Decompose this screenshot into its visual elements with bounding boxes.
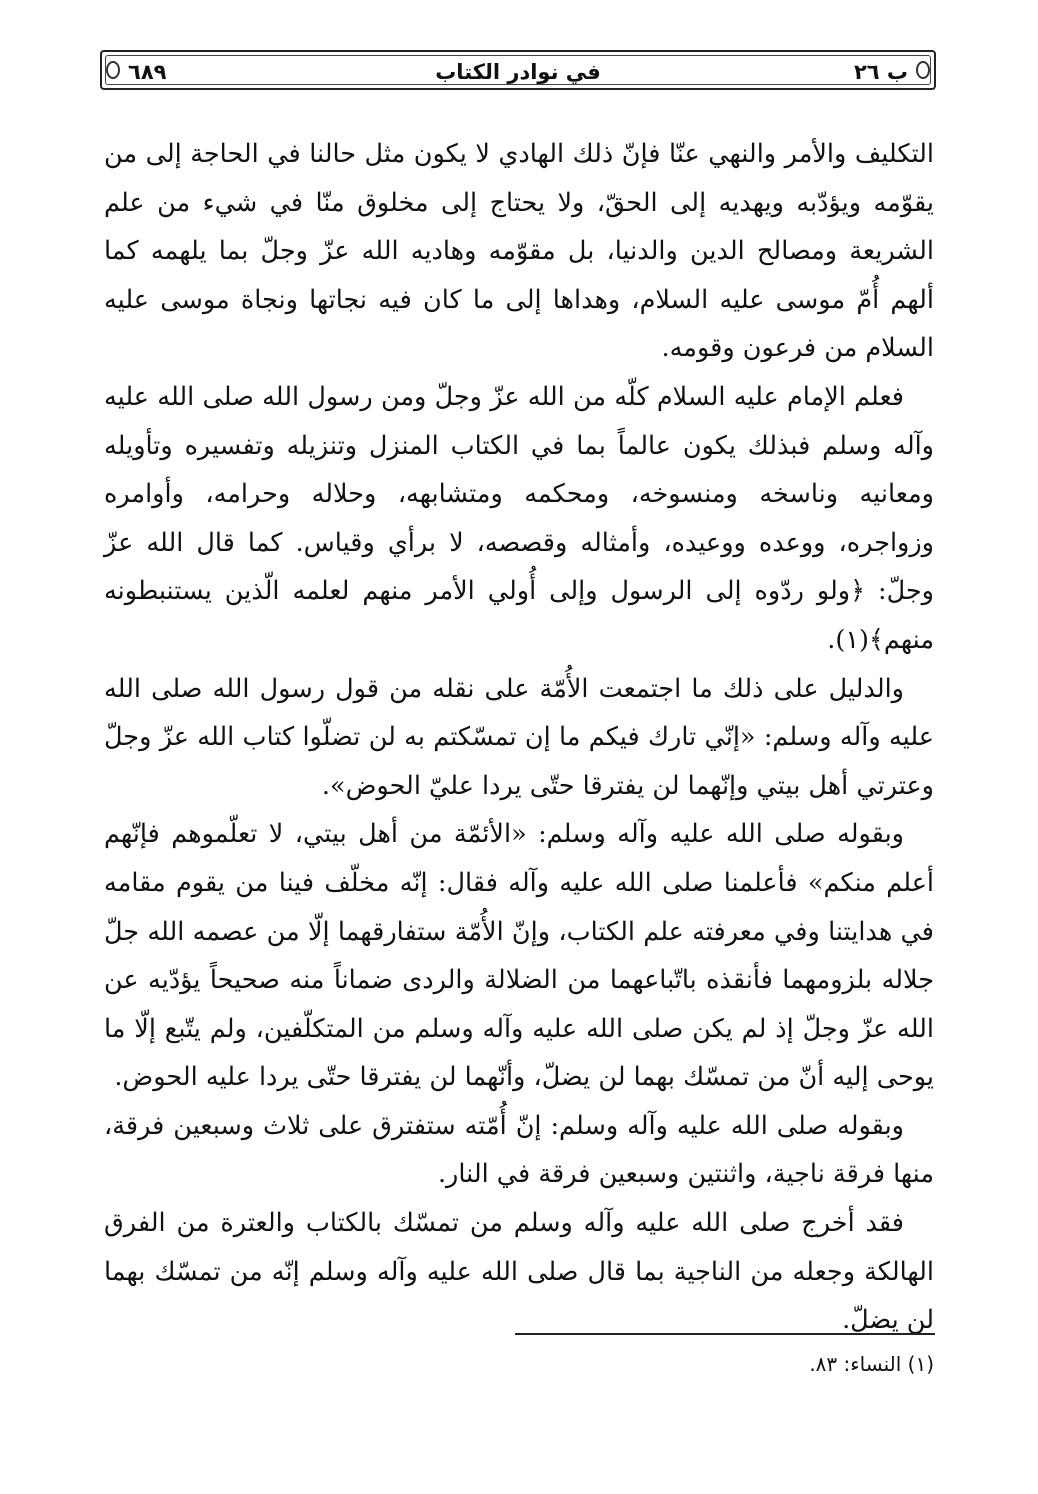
running-header [100, 50, 936, 90]
footnote: (١) النساء: ٨٣. [809, 1352, 934, 1376]
paragraph-4: وبقوله صلى الله عليه وآله وسلم: «الأئمّة من أهل بيتي، لا تعلّموهم فإنّهم أعلم منكم» فأعلمنا صلى الله عليه وآله فقال: إنّه مخلّف فينا من يقوم مقامه في هدايتنا وفي معرفته علم الكتاب، وإنّ الأُمّة ستفارقهما إلّا من عصمه الله جلّ جلاله بلزومهما فأنقذه باتّباعهما من الضلالة والردى ضماناً منه صحيحاً يؤدّيه عن الله عزّ وجلّ إذ لم يكن صلى الله عليه وآله وسلم من المتكلّفين، ولم يتّبع إلّا ما يوحى إليه أنّ من تمسّك بهما لن يضلّ، وأنّهما لن يفترقا حتّى يردا عليه الحوض. [104, 819, 934, 1093]
paragraph-3: والدليل على ذلك ما اجتمعت الأُمّة على نقله من قول رسول الله صلى الله عليه وآله وسلم: «إنّي تارك فيكم ما إن تمسّكتم به لن تضلّوا كتاب الله عزّ وجلّ وعترتي أهل بيتي وإنّهما لن يفترقا حتّى يردا عليّ الحوض». [104, 673, 934, 801]
paragraph-2: فعلم الإمام عليه السلام كلّه من الله عزّ وجلّ ومن رسول الله صلى الله عليه وآله وسلم فبذلك يكون عالماً بما في الكتاب المنزل وتنزيله وتفسيره وتأويله ومعانيه وناسخه ومنسوخه، ومحكمه ومتشابهه، وحلاله وحرامه، وأوامره وزواجره، ووعده ووعيده، وأمثاله وقصصه، لا برأي وقياس. كما قال الله عزّ وجلّ: ﴿ولو ردّوه إلى الرسول وإلى أُولي الأمر منهم لعلمه الّذين يستنبطونه منهم﴾(١). [104, 381, 934, 655]
book-title: في نوادر الكتاب [435, 60, 601, 84]
footnote-divider [515, 1333, 935, 1335]
chapter-label: ب ٢٦ [853, 60, 908, 84]
main-text [104, 130, 934, 1345]
ornament-right-icon [916, 61, 930, 79]
paragraph-1: التكليف والأمر والنهي عنّا فإنّ ذلك الهادي لا يكون مثل حالنا في الحاجة إلى من يقوّمه ويؤدّبه ويهديه إلى الحقّ، ولا يحتاج إلى مخلوق منّا في شيء من علم الشريعة ومصالح الدين والدنيا، بل مقوّمه وهاديه الله عزّ وجلّ بما يلهمه كما ألهم أُمّ موسى عليه السلام، وهداها إلى ما كان فيه نجاتها ونجاة موسى عليه السلام من فرعون وقومه. [104, 139, 934, 364]
paragraph-6: فقد أخرج صلى الله عليه وآله وسلم من تمسّك بالكتاب والعترة من الفرق الهالكة وجعله من الناجية بما قال صلى الله عليه وآله وسلم إنّه من تمسّك بهما لن يضلّ. [104, 1208, 934, 1336]
page-number: ٦٨٩ [128, 60, 167, 84]
paragraph-5: وبقوله صلى الله عليه وآله وسلم: إنّ أُمّته ستفترق على ثلاث وسبعين فرقة، منها فرقة ناجية، واثنتين وسبعين فرقة في النار. [104, 1110, 934, 1190]
